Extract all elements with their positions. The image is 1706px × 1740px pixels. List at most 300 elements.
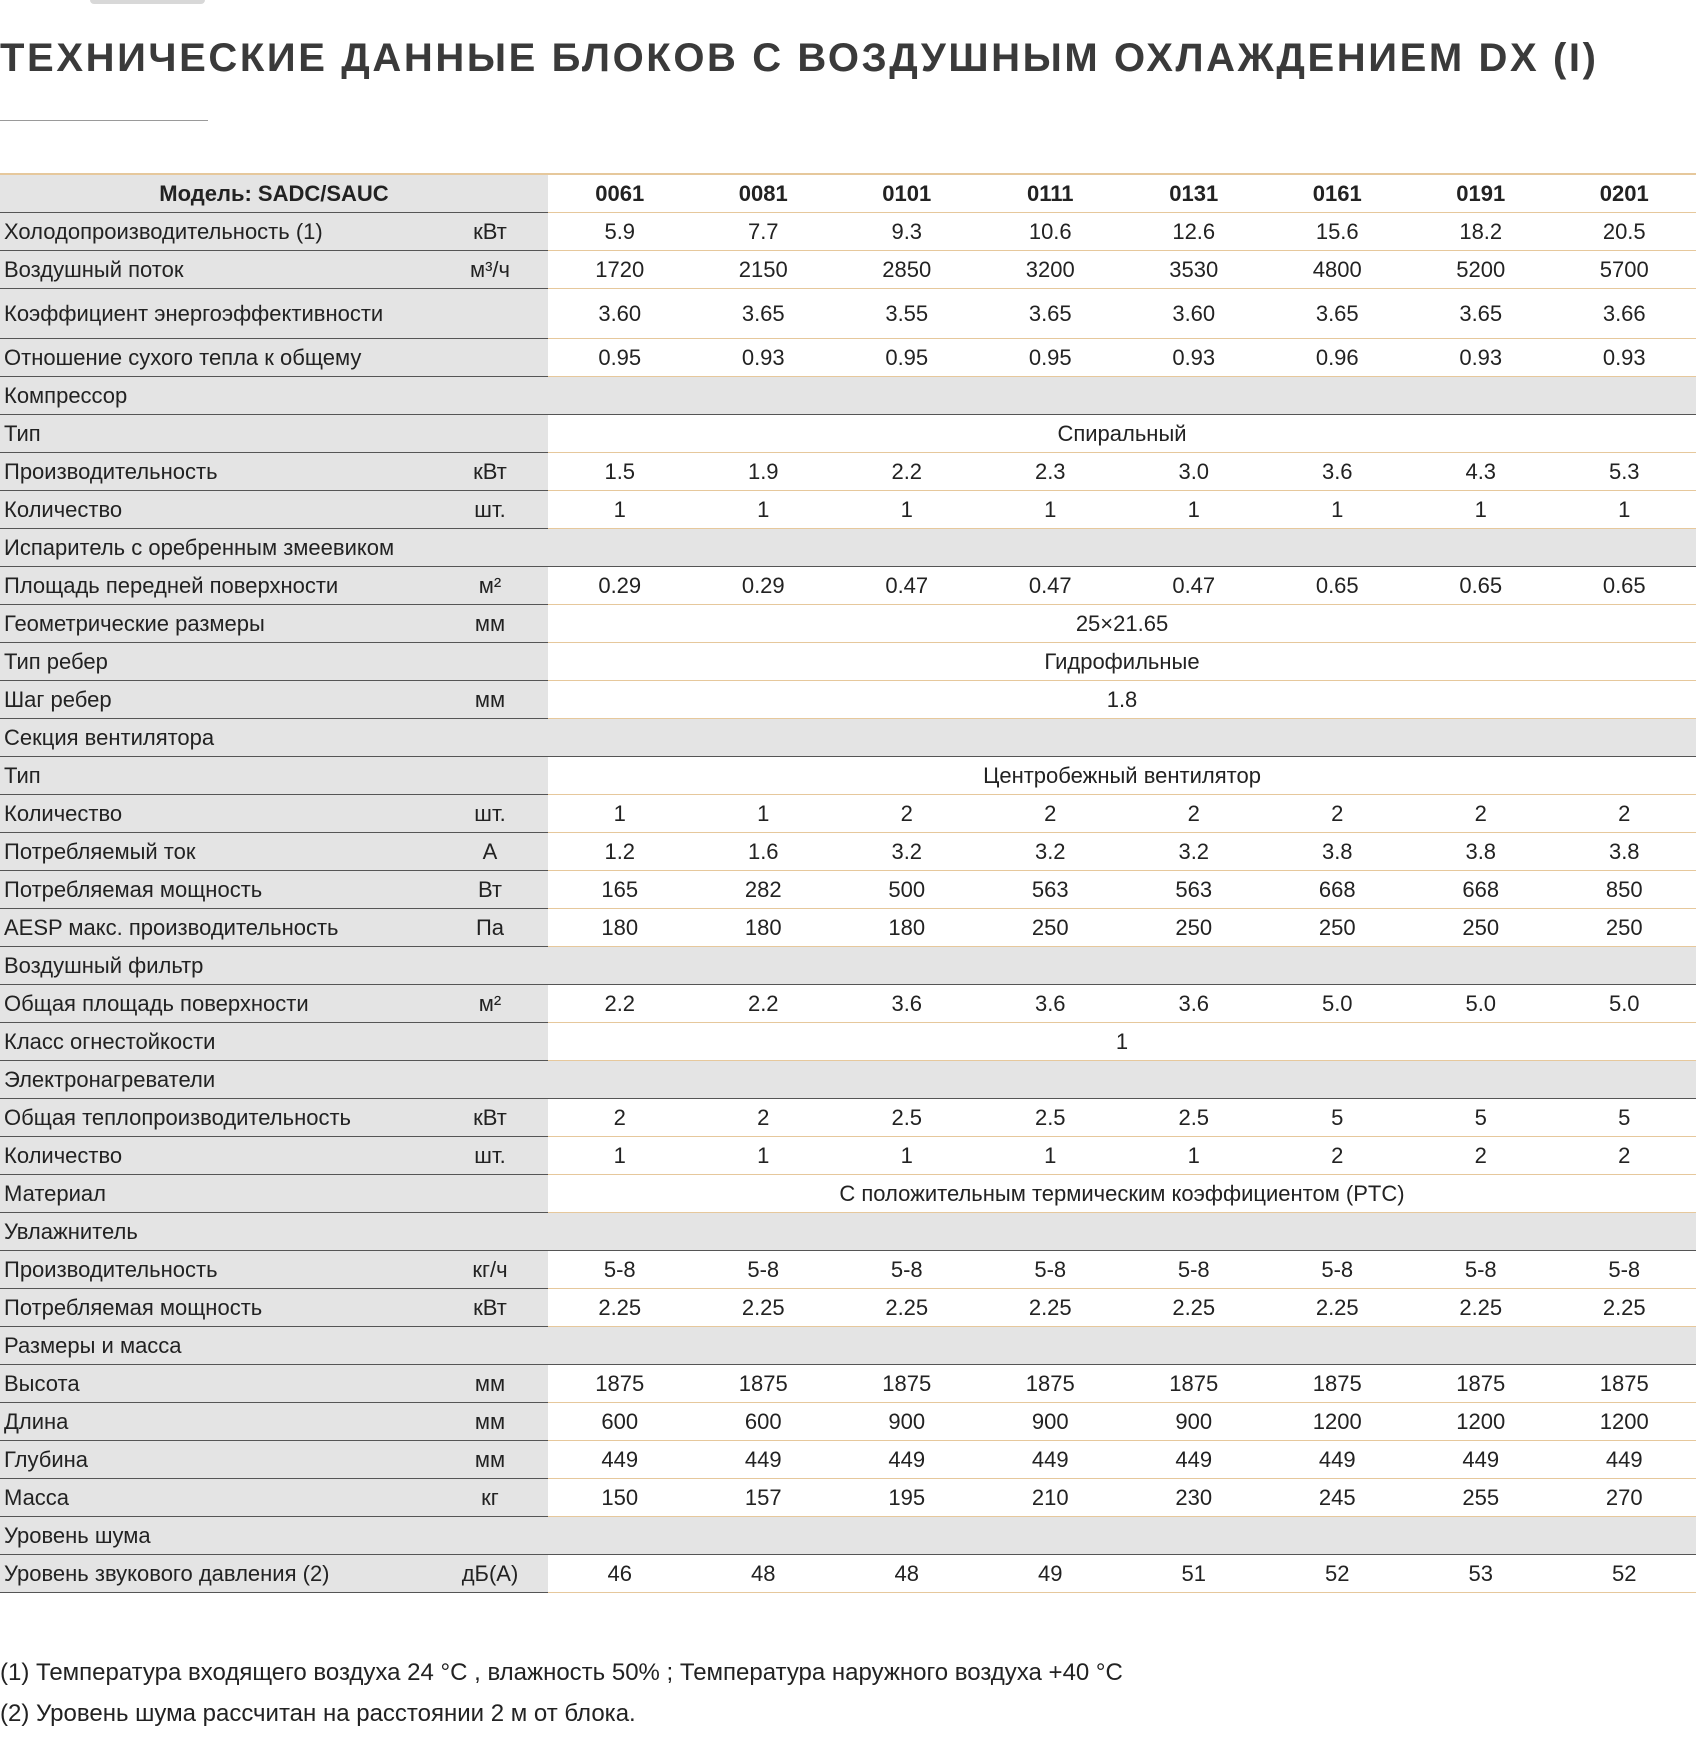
row-label: Производительность — [0, 453, 432, 491]
row-value: 250 — [1122, 909, 1266, 947]
section-label: Компрессор — [0, 377, 432, 415]
row-value: 850 — [1553, 871, 1697, 909]
row-value: 5-8 — [979, 1251, 1123, 1289]
row-value: 1 — [548, 1137, 692, 1175]
row-value: 2.5 — [835, 1099, 979, 1137]
row-value: 5.9 — [548, 213, 692, 251]
row-span-value: 1.8 — [548, 681, 1696, 719]
row-label: Количество — [0, 491, 432, 529]
table-row — [0, 1555, 1696, 1593]
row-value: 49 — [979, 1555, 1123, 1593]
row-value: 0.93 — [1122, 339, 1266, 377]
row-value: 0.95 — [979, 339, 1123, 377]
row-value: 5200 — [1409, 251, 1553, 289]
row-value: 250 — [1266, 909, 1410, 947]
row-value: 48 — [835, 1555, 979, 1593]
row-value: 1.9 — [692, 453, 836, 491]
table-row — [0, 1403, 1696, 1441]
row-value: 3.6 — [1122, 985, 1266, 1023]
row-value: 5-8 — [1266, 1251, 1410, 1289]
row-span-value: Спиральный — [548, 415, 1696, 453]
row-value: 18.2 — [1409, 213, 1553, 251]
table-row — [0, 757, 1696, 795]
footnote: (2) Уровень шума рассчитан на расстоянии 2 м от блока. — [0, 1700, 636, 1727]
section-row — [0, 377, 1696, 415]
row-value: 3.6 — [1266, 453, 1410, 491]
section-row — [0, 947, 1696, 985]
section-label: Электронагреватели — [0, 1061, 432, 1099]
row-span-value: С положительным термическим коэффициентом (PTC) — [548, 1175, 1696, 1213]
row-value: 3.8 — [1553, 833, 1697, 871]
section-row — [0, 1517, 1696, 1555]
row-value: 0.96 — [1266, 339, 1410, 377]
row-value: 282 — [692, 871, 836, 909]
row-unit: Па — [432, 909, 548, 947]
row-value: 1875 — [1266, 1365, 1410, 1403]
row-value: 449 — [1409, 1441, 1553, 1479]
row-value: 1.6 — [692, 833, 836, 871]
row-value: 5 — [1409, 1099, 1553, 1137]
section-unit-spacer — [432, 529, 548, 567]
row-value: 5 — [1553, 1099, 1697, 1137]
row-value: 1.2 — [548, 833, 692, 871]
row-value: 5-8 — [1553, 1251, 1697, 1289]
model-header: 0161 — [1266, 174, 1410, 213]
row-value: 2 — [1553, 795, 1697, 833]
table-row — [0, 795, 1696, 833]
row-value: 0.65 — [1409, 567, 1553, 605]
table-row — [0, 643, 1696, 681]
row-value: 3.6 — [979, 985, 1123, 1023]
model-header: 0191 — [1409, 174, 1553, 213]
row-span-value: Гидрофильные — [548, 643, 1696, 681]
section-label: Испаритель с оребренным змеевиком — [0, 529, 432, 567]
row-value: 9.3 — [835, 213, 979, 251]
row-value: 2.5 — [979, 1099, 1123, 1137]
row-value: 1 — [548, 491, 692, 529]
section-unit-spacer — [432, 719, 548, 757]
row-value: 900 — [979, 1403, 1123, 1441]
row-value: 52 — [1553, 1555, 1697, 1593]
row-value: 5 — [1266, 1099, 1410, 1137]
row-value: 1875 — [835, 1365, 979, 1403]
model-header: 0101 — [835, 174, 979, 213]
row-value: 1875 — [1409, 1365, 1553, 1403]
row-value: 5.0 — [1266, 985, 1410, 1023]
row-value: 180 — [692, 909, 836, 947]
row-value: 3.55 — [835, 289, 979, 339]
row-label: Тип — [0, 757, 432, 795]
table-row — [0, 1251, 1696, 1289]
row-value: 500 — [835, 871, 979, 909]
table-row — [0, 453, 1696, 491]
row-value: 0.93 — [1409, 339, 1553, 377]
row-unit: мм — [432, 605, 548, 643]
row-value: 10.6 — [979, 213, 1123, 251]
row-unit: кг/ч — [432, 1251, 548, 1289]
row-value: 270 — [1553, 1479, 1697, 1517]
row-value: 3.60 — [548, 289, 692, 339]
row-unit: м² — [432, 567, 548, 605]
row-value: 1200 — [1266, 1403, 1410, 1441]
table-row — [0, 909, 1696, 947]
footnotes — [0, 1652, 1123, 1734]
section-filler — [548, 1327, 1696, 1365]
row-value: 1200 — [1409, 1403, 1553, 1441]
row-value: 0.29 — [692, 567, 836, 605]
row-value: 1 — [1266, 491, 1410, 529]
table-row — [0, 567, 1696, 605]
model-header: 0201 — [1553, 174, 1697, 213]
section-filler — [548, 529, 1696, 567]
row-value: 0.65 — [1553, 567, 1697, 605]
row-unit: шт. — [432, 1137, 548, 1175]
row-value: 3.0 — [1122, 453, 1266, 491]
row-unit: м³/ч — [432, 251, 548, 289]
row-value: 3.8 — [1409, 833, 1553, 871]
row-value: 1875 — [1122, 1365, 1266, 1403]
row-value: 449 — [979, 1441, 1123, 1479]
title-underline — [0, 120, 208, 121]
row-value: 250 — [979, 909, 1123, 947]
table-row — [0, 251, 1696, 289]
row-label: Масса — [0, 1479, 432, 1517]
row-value: 1875 — [979, 1365, 1123, 1403]
section-label: Уровень шума — [0, 1517, 432, 1555]
row-label: Материал — [0, 1175, 432, 1213]
section-row — [0, 1061, 1696, 1099]
row-value: 5-8 — [1122, 1251, 1266, 1289]
row-value: 1 — [548, 795, 692, 833]
row-value: 2.25 — [835, 1289, 979, 1327]
row-value: 0.95 — [835, 339, 979, 377]
row-label: Холодопроизводительность (1) — [0, 213, 432, 251]
row-unit: шт. — [432, 491, 548, 529]
row-value: 2 — [548, 1099, 692, 1137]
row-unit — [432, 339, 548, 377]
row-value: 3.2 — [1122, 833, 1266, 871]
row-value: 449 — [548, 1441, 692, 1479]
row-unit: м² — [432, 985, 548, 1023]
section-label: Секция вентилятора — [0, 719, 432, 757]
section-label: Увлажнитель — [0, 1213, 432, 1251]
row-value: 5.0 — [1553, 985, 1697, 1023]
row-value: 2.25 — [1409, 1289, 1553, 1327]
row-unit: кг — [432, 1479, 548, 1517]
section-filler — [548, 377, 1696, 415]
row-value: 4800 — [1266, 251, 1410, 289]
row-value: 3.6 — [835, 985, 979, 1023]
row-value: 2.25 — [1553, 1289, 1697, 1327]
row-value: 1 — [835, 1137, 979, 1175]
row-value: 3.2 — [979, 833, 1123, 871]
section-row — [0, 1327, 1696, 1365]
row-value: 46 — [548, 1555, 692, 1593]
row-value: 51 — [1122, 1555, 1266, 1593]
row-unit: кВт — [432, 453, 548, 491]
row-label: Шаг ребер — [0, 681, 432, 719]
row-value: 2.2 — [548, 985, 692, 1023]
section-unit-spacer — [432, 1061, 548, 1099]
row-label: Геометрические размеры — [0, 605, 432, 643]
row-value: 0.47 — [1122, 567, 1266, 605]
row-unit — [432, 1175, 548, 1213]
model-header: 0111 — [979, 174, 1123, 213]
row-value: 5-8 — [692, 1251, 836, 1289]
section-label: Воздушный фильтр — [0, 947, 432, 985]
row-value: 2.3 — [979, 453, 1123, 491]
row-unit — [432, 643, 548, 681]
table-row — [0, 1175, 1696, 1213]
row-value: 5.3 — [1553, 453, 1697, 491]
row-value: 3.60 — [1122, 289, 1266, 339]
row-value: 1 — [835, 491, 979, 529]
row-value: 2.25 — [692, 1289, 836, 1327]
section-filler — [548, 1061, 1696, 1099]
table-row — [0, 1289, 1696, 1327]
row-label: Воздушный поток — [0, 251, 432, 289]
row-value: 0.29 — [548, 567, 692, 605]
table-row — [0, 1099, 1696, 1137]
row-label: Длина — [0, 1403, 432, 1441]
row-value: 3.65 — [1409, 289, 1553, 339]
row-value: 563 — [979, 871, 1123, 909]
row-value: 3.65 — [692, 289, 836, 339]
top-decoration — [90, 0, 205, 4]
row-unit: мм — [432, 1403, 548, 1441]
row-value: 1720 — [548, 251, 692, 289]
row-value: 900 — [1122, 1403, 1266, 1441]
row-value: 2 — [1553, 1137, 1697, 1175]
row-value: 195 — [835, 1479, 979, 1517]
row-value: 15.6 — [1266, 213, 1410, 251]
row-label: Отношение сухого тепла к общему — [0, 339, 432, 377]
row-value: 157 — [692, 1479, 836, 1517]
row-value: 5700 — [1553, 251, 1697, 289]
row-label: AESP макс. производительность — [0, 909, 432, 947]
row-value: 52 — [1266, 1555, 1410, 1593]
row-value: 245 — [1266, 1479, 1410, 1517]
row-value: 180 — [548, 909, 692, 947]
row-span-value: 1 — [548, 1023, 1696, 1061]
row-label: Общая теплопроизводительность — [0, 1099, 432, 1137]
row-value: 0.93 — [692, 339, 836, 377]
row-value: 449 — [1266, 1441, 1410, 1479]
row-label: Общая площадь поверхности — [0, 985, 432, 1023]
row-value: 0.65 — [1266, 567, 1410, 605]
row-value: 48 — [692, 1555, 836, 1593]
row-unit — [432, 757, 548, 795]
section-filler — [548, 1213, 1696, 1251]
row-label: Класс огнестойкости — [0, 1023, 432, 1061]
row-unit: кВт — [432, 1099, 548, 1137]
row-value: 1 — [692, 795, 836, 833]
row-value: 449 — [692, 1441, 836, 1479]
row-value: 1875 — [1553, 1365, 1697, 1403]
row-value: 449 — [1553, 1441, 1697, 1479]
row-value: 1200 — [1553, 1403, 1697, 1441]
model-header: 0081 — [692, 174, 836, 213]
row-value: 230 — [1122, 1479, 1266, 1517]
row-unit — [432, 289, 548, 339]
row-value: 5-8 — [835, 1251, 979, 1289]
row-value: 1875 — [692, 1365, 836, 1403]
table-row — [0, 491, 1696, 529]
row-value: 668 — [1266, 871, 1410, 909]
row-value: 2.5 — [1122, 1099, 1266, 1137]
row-label: Тип — [0, 415, 432, 453]
row-label: Глубина — [0, 1441, 432, 1479]
row-label: Потребляемый ток — [0, 833, 432, 871]
footnote: (1) Температура входящего воздуха 24 °C , влажность 50% ; Температура наружного воздуха +40 °C — [0, 1659, 1123, 1686]
section-row — [0, 719, 1696, 757]
row-value: 2.2 — [835, 453, 979, 491]
row-value: 1875 — [548, 1365, 692, 1403]
row-label: Уровень звукового давления (2) — [0, 1555, 432, 1593]
model-header: 0131 — [1122, 174, 1266, 213]
row-value: 563 — [1122, 871, 1266, 909]
table-row — [0, 605, 1696, 643]
row-unit — [432, 1023, 548, 1061]
row-value: 1 — [692, 491, 836, 529]
row-value: 0.47 — [835, 567, 979, 605]
row-value: 250 — [1553, 909, 1697, 947]
row-unit: дБ(А) — [432, 1555, 548, 1593]
row-value: 0.95 — [548, 339, 692, 377]
row-unit: мм — [432, 681, 548, 719]
row-value: 1.5 — [548, 453, 692, 491]
section-unit-spacer — [432, 1517, 548, 1555]
row-value: 3.2 — [835, 833, 979, 871]
row-value: 1 — [692, 1137, 836, 1175]
table-row — [0, 1365, 1696, 1403]
row-value: 2.25 — [1122, 1289, 1266, 1327]
row-value: 3.66 — [1553, 289, 1697, 339]
row-value: 900 — [835, 1403, 979, 1441]
row-value: 2 — [1122, 795, 1266, 833]
row-value: 2.25 — [548, 1289, 692, 1327]
row-value: 2.25 — [1266, 1289, 1410, 1327]
row-value: 1 — [979, 491, 1123, 529]
row-value: 0.93 — [1553, 339, 1697, 377]
table-row — [0, 213, 1696, 251]
row-value: 1 — [1553, 491, 1697, 529]
table-row — [0, 1479, 1696, 1517]
row-unit: шт. — [432, 795, 548, 833]
row-value: 600 — [548, 1403, 692, 1441]
row-label: Количество — [0, 795, 432, 833]
row-value: 2 — [1266, 1137, 1410, 1175]
row-label: Площадь передней поверхности — [0, 567, 432, 605]
row-value: 0.47 — [979, 567, 1123, 605]
section-label: Размеры и масса — [0, 1327, 432, 1365]
table-row — [0, 1137, 1696, 1175]
row-value: 2 — [1409, 795, 1553, 833]
row-label: Потребляемая мощность — [0, 871, 432, 909]
row-value: 12.6 — [1122, 213, 1266, 251]
row-label: Коэффициент энергоэффективности — [0, 289, 432, 339]
table-row — [0, 985, 1696, 1023]
row-value: 2 — [1409, 1137, 1553, 1175]
table-row — [0, 415, 1696, 453]
row-value: 5.0 — [1409, 985, 1553, 1023]
row-value: 2850 — [835, 251, 979, 289]
row-label: Тип ребер — [0, 643, 432, 681]
row-unit: кВт — [432, 213, 548, 251]
row-value: 3.65 — [1266, 289, 1410, 339]
table-header-row — [0, 174, 1696, 213]
row-value: 449 — [1122, 1441, 1266, 1479]
row-value: 449 — [835, 1441, 979, 1479]
row-value: 210 — [979, 1479, 1123, 1517]
row-value: 1 — [1409, 491, 1553, 529]
table-row — [0, 339, 1696, 377]
row-unit: мм — [432, 1441, 548, 1479]
section-filler — [548, 947, 1696, 985]
section-unit-spacer — [432, 1327, 548, 1365]
row-value: 4.3 — [1409, 453, 1553, 491]
table-row — [0, 833, 1696, 871]
row-value: 2 — [1266, 795, 1410, 833]
row-unit: А — [432, 833, 548, 871]
row-label: Высота — [0, 1365, 432, 1403]
section-row — [0, 529, 1696, 567]
row-value: 180 — [835, 909, 979, 947]
row-value: 1 — [1122, 491, 1266, 529]
row-value: 2 — [979, 795, 1123, 833]
row-value: 3.65 — [979, 289, 1123, 339]
row-span-value: 25×21.65 — [548, 605, 1696, 643]
row-value: 2 — [692, 1099, 836, 1137]
model-label: Модель: SADC/SAUC — [0, 174, 548, 213]
section-unit-spacer — [432, 947, 548, 985]
section-unit-spacer — [432, 1213, 548, 1251]
row-unit: мм — [432, 1365, 548, 1403]
table-row — [0, 289, 1696, 339]
table-row — [0, 1441, 1696, 1479]
page-title: ТЕХНИЧЕСКИЕ ДАННЫЕ БЛОКОВ С ВОЗДУШНЫМ ОХЛАЖДЕНИЕМ DX (I) — [0, 36, 1599, 80]
row-value: 7.7 — [692, 213, 836, 251]
row-value: 5-8 — [1409, 1251, 1553, 1289]
row-value: 165 — [548, 871, 692, 909]
section-row — [0, 1213, 1696, 1251]
row-value: 250 — [1409, 909, 1553, 947]
section-filler — [548, 719, 1696, 757]
row-value: 2 — [835, 795, 979, 833]
table-row — [0, 681, 1696, 719]
row-unit: Вт — [432, 871, 548, 909]
row-value: 2.25 — [979, 1289, 1123, 1327]
row-value: 150 — [548, 1479, 692, 1517]
row-value: 600 — [692, 1403, 836, 1441]
row-unit: кВт — [432, 1289, 548, 1327]
section-unit-spacer — [432, 377, 548, 415]
section-filler — [548, 1517, 1696, 1555]
row-value: 255 — [1409, 1479, 1553, 1517]
spec-table-body — [0, 174, 1696, 1593]
row-value: 5-8 — [548, 1251, 692, 1289]
row-value: 1 — [979, 1137, 1123, 1175]
row-value: 20.5 — [1553, 213, 1697, 251]
row-value: 53 — [1409, 1555, 1553, 1593]
table-row — [0, 1023, 1696, 1061]
row-label: Количество — [0, 1137, 432, 1175]
table-row — [0, 871, 1696, 909]
row-value: 2150 — [692, 251, 836, 289]
row-unit — [432, 415, 548, 453]
model-header: 0061 — [548, 174, 692, 213]
row-value: 668 — [1409, 871, 1553, 909]
